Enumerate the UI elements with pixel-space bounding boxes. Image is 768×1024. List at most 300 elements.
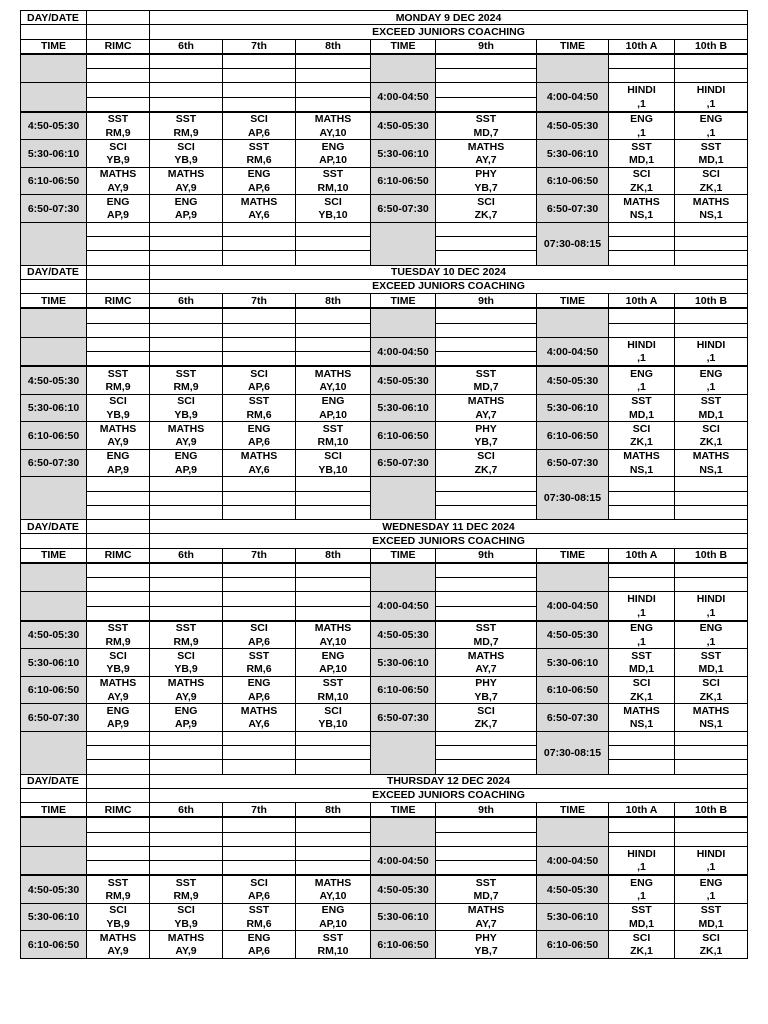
column-header-c10b: 10th B (675, 39, 748, 54)
column-header-c8: 8th (296, 803, 371, 818)
empty-cell (296, 251, 371, 265)
blank-slot-row (21, 563, 748, 578)
empty-cell (21, 788, 87, 802)
subject-cell: HINDI (609, 337, 675, 351)
empty-cell (150, 222, 223, 236)
room-cell: RM,9 (87, 635, 150, 649)
empty-cell (296, 746, 371, 760)
room-cell: RM,10 (296, 945, 371, 959)
subject-cell: SCI (675, 422, 748, 436)
column-header-rimc: RIMC (87, 803, 150, 818)
subject-cell: ENG (150, 449, 223, 463)
time-label: 4:00-04:50 (537, 592, 609, 621)
time-label: 5:30-06:10 (371, 649, 436, 677)
column-header-time2: TIME (371, 294, 436, 309)
subject-cell: MATHS (675, 704, 748, 718)
column-header-row (21, 294, 748, 309)
subject-cell: MATHS (436, 649, 537, 663)
empty-cell (296, 731, 371, 745)
subject-cell: SST (223, 140, 296, 154)
room-cell: AP,9 (87, 209, 150, 223)
empty-cell (436, 83, 537, 97)
column-header-c6: 6th (150, 294, 223, 309)
column-header-time: TIME (21, 803, 87, 818)
column-header-c8: 8th (296, 548, 371, 563)
time-cell (21, 337, 87, 366)
time-label: 4:50-05:30 (537, 621, 609, 649)
subject-cell: SCI (150, 649, 223, 663)
empty-cell (609, 832, 675, 846)
empty-cell (223, 606, 296, 621)
room-cell: MD,1 (675, 663, 748, 677)
coaching-row (21, 279, 748, 293)
room-cell: YB,9 (150, 917, 223, 931)
time-label: 4:50-05:30 (537, 112, 609, 140)
empty-cell (609, 69, 675, 83)
room-cell: AY,10 (296, 635, 371, 649)
empty-cell (675, 505, 748, 519)
column-header-row (21, 548, 748, 563)
time-cell (21, 846, 87, 875)
empty-cell (150, 97, 223, 112)
subject-cell: SST (223, 903, 296, 917)
room-cell: AP,6 (223, 126, 296, 140)
time-label: 5:30-06:10 (537, 394, 609, 422)
subject-cell: SST (87, 875, 150, 889)
time-label: 5:30-06:10 (537, 903, 609, 931)
room-cell: NS,1 (675, 463, 748, 477)
timetable (20, 10, 748, 959)
time-label: 6:50-07:30 (21, 449, 87, 477)
empty-cell (609, 477, 675, 491)
coaching-title: EXCEED JUNIORS COACHING (150, 279, 748, 293)
room-cell: YB,10 (296, 463, 371, 477)
column-header-c9: 9th (436, 39, 537, 54)
subject-cell: SST (150, 366, 223, 380)
subject-cell: SCI (675, 676, 748, 690)
time-cell (537, 308, 609, 337)
subject-cell: HINDI (609, 83, 675, 97)
room-cell: RM,10 (296, 690, 371, 704)
column-header-time3: TIME (537, 803, 609, 818)
subject-cell: MATHS (609, 704, 675, 718)
subject-cell: ENG (675, 112, 748, 126)
room-cell: AY,10 (296, 126, 371, 140)
column-header-row (21, 803, 748, 818)
empty-cell (87, 83, 150, 97)
slot-row (21, 649, 748, 663)
empty-cell (296, 337, 371, 351)
room-cell: NS,1 (609, 718, 675, 732)
empty-cell (296, 817, 371, 832)
room-cell: RM,6 (223, 663, 296, 677)
column-header-time: TIME (21, 548, 87, 563)
time-label: 6:50-07:30 (371, 449, 436, 477)
empty-cell (223, 237, 296, 251)
date-row (21, 265, 748, 279)
room-cell: ,1 (609, 126, 675, 140)
room-cell: ,1 (675, 861, 748, 876)
slot-row (21, 422, 748, 436)
room-cell: MD,1 (609, 408, 675, 422)
room-cell: YB,10 (296, 718, 371, 732)
subject-cell: ENG (87, 704, 150, 718)
subject-cell: MATHS (223, 449, 296, 463)
empty-cell (609, 251, 675, 265)
room-cell: AP,6 (223, 181, 296, 195)
subject-cell: SCI (87, 140, 150, 154)
subject-cell: SST (436, 875, 537, 889)
empty-cell (87, 477, 150, 491)
subject-cell: ENG (150, 195, 223, 209)
empty-cell (609, 760, 675, 774)
room-cell: MD,7 (436, 890, 537, 904)
empty-cell (150, 846, 223, 860)
room-cell: AY,9 (150, 690, 223, 704)
empty-cell (609, 491, 675, 505)
subject-cell: MATHS (87, 931, 150, 945)
room-cell: ,1 (609, 352, 675, 367)
subject-cell: ENG (675, 621, 748, 635)
room-cell: MD,7 (436, 126, 537, 140)
subject-cell: PHY (436, 422, 537, 436)
room-cell: ,1 (609, 635, 675, 649)
subject-cell: SCI (296, 704, 371, 718)
time-label: 5:30-06:10 (371, 140, 436, 168)
empty-cell (436, 337, 537, 351)
empty-cell (436, 832, 537, 846)
room-cell: RM,6 (223, 408, 296, 422)
time-label: 07:30-08:15 (537, 222, 609, 265)
time-cell (371, 222, 436, 265)
time-label: 5:30-06:10 (21, 394, 87, 422)
subject-cell: SST (223, 649, 296, 663)
subject-cell: SCI (436, 195, 537, 209)
empty-cell (296, 491, 371, 505)
empty-cell (436, 731, 537, 745)
empty-cell (150, 54, 223, 69)
empty-cell (675, 251, 748, 265)
slot-row (21, 83, 748, 97)
empty-cell (21, 25, 87, 39)
coaching-row (21, 788, 748, 802)
column-header-c10a: 10th A (609, 294, 675, 309)
day-date-label: DAY/DATE (21, 774, 87, 788)
slot-row (21, 931, 748, 945)
empty-cell (223, 54, 296, 69)
time-label: 4:00-04:50 (371, 83, 436, 112)
column-header-c8: 8th (296, 39, 371, 54)
subject-cell: ENG (223, 676, 296, 690)
empty-cell (296, 308, 371, 323)
subject-cell: SST (150, 112, 223, 126)
empty-cell (436, 477, 537, 491)
subject-cell: SST (675, 140, 748, 154)
column-header-c9: 9th (436, 803, 537, 818)
empty-cell (87, 592, 150, 606)
empty-cell (87, 817, 150, 832)
slot-row (21, 112, 748, 126)
subject-cell: MATHS (150, 422, 223, 436)
subject-cell: SCI (296, 195, 371, 209)
time-cell (21, 83, 87, 112)
empty-cell (150, 83, 223, 97)
empty-cell (150, 69, 223, 83)
empty-cell (87, 534, 150, 548)
time-cell (371, 731, 436, 774)
column-header-row (21, 39, 748, 54)
empty-cell (150, 832, 223, 846)
time-label: 4:50-05:30 (371, 366, 436, 394)
subject-cell: ENG (87, 449, 150, 463)
subject-cell: SST (675, 394, 748, 408)
empty-cell (675, 491, 748, 505)
time-label: 07:30-08:15 (537, 477, 609, 520)
time-label: 4:00-04:50 (537, 83, 609, 112)
subject-cell: SST (675, 903, 748, 917)
empty-cell (87, 69, 150, 83)
column-header-c7: 7th (223, 294, 296, 309)
subject-cell: SCI (87, 394, 150, 408)
subject-cell: SCI (223, 366, 296, 380)
empty-cell (87, 563, 150, 578)
empty-cell (609, 54, 675, 69)
subject-cell: ENG (296, 903, 371, 917)
subject-cell: SCI (609, 422, 675, 436)
room-cell: RM,6 (223, 154, 296, 168)
room-cell: AP,6 (223, 635, 296, 649)
empty-cell (675, 323, 748, 337)
subject-cell: SST (436, 621, 537, 635)
room-cell: RM,10 (296, 436, 371, 450)
empty-cell (150, 308, 223, 323)
empty-cell (150, 760, 223, 774)
subject-cell: MATHS (150, 676, 223, 690)
subject-cell: SCI (436, 449, 537, 463)
subject-cell: ENG (223, 422, 296, 436)
empty-cell (436, 323, 537, 337)
blank-slot-row (21, 308, 748, 323)
empty-cell (223, 505, 296, 519)
subject-cell: MATHS (436, 903, 537, 917)
empty-cell (223, 491, 296, 505)
subject-cell: SST (609, 394, 675, 408)
subject-cell: HINDI (609, 592, 675, 606)
empty-cell (150, 237, 223, 251)
subject-cell: SCI (223, 621, 296, 635)
column-header-c9: 9th (436, 294, 537, 309)
empty-cell (150, 491, 223, 505)
empty-cell (87, 54, 150, 69)
room-cell: AP,10 (296, 663, 371, 677)
time-cell (537, 563, 609, 592)
room-cell: ZK,1 (609, 690, 675, 704)
empty-cell (609, 505, 675, 519)
time-label: 4:00-04:50 (371, 337, 436, 366)
time-label: 4:00-04:50 (371, 592, 436, 621)
evening-row (21, 731, 748, 745)
empty-cell (296, 54, 371, 69)
room-cell: ,1 (609, 381, 675, 395)
room-cell: ZK,7 (436, 718, 537, 732)
empty-cell (436, 861, 537, 876)
time-label: 4:50-05:30 (21, 366, 87, 394)
slot-row (21, 337, 748, 351)
empty-cell (150, 337, 223, 351)
slot-row (21, 140, 748, 154)
time-cell (21, 222, 87, 265)
column-header-time3: TIME (537, 294, 609, 309)
room-cell: AY,6 (223, 463, 296, 477)
room-cell: AY,7 (436, 408, 537, 422)
subject-cell: SCI (609, 167, 675, 181)
room-cell: AY,9 (150, 945, 223, 959)
room-cell: AP,9 (150, 209, 223, 223)
room-cell: AP,10 (296, 154, 371, 168)
empty-cell (436, 746, 537, 760)
time-label: 6:50-07:30 (21, 195, 87, 223)
empty-cell (150, 746, 223, 760)
empty-cell (87, 11, 150, 25)
empty-cell (436, 578, 537, 592)
empty-cell (436, 97, 537, 112)
time-label: 4:50-05:30 (537, 366, 609, 394)
empty-cell (296, 222, 371, 236)
empty-cell (87, 237, 150, 251)
empty-cell (609, 746, 675, 760)
empty-cell (675, 69, 748, 83)
subject-cell: MATHS (609, 195, 675, 209)
room-cell: AP,6 (223, 890, 296, 904)
subject-cell: ENG (609, 112, 675, 126)
empty-cell (223, 592, 296, 606)
coaching-row (21, 534, 748, 548)
subject-cell: MATHS (436, 394, 537, 408)
slot-row (21, 875, 748, 889)
timetable-sheet (20, 10, 747, 959)
empty-cell (223, 563, 296, 578)
empty-cell (87, 337, 150, 351)
room-cell: YB,7 (436, 690, 537, 704)
empty-cell (87, 505, 150, 519)
subject-cell: SCI (675, 167, 748, 181)
empty-cell (436, 352, 537, 367)
column-header-c7: 7th (223, 548, 296, 563)
empty-cell (296, 846, 371, 860)
room-cell: MD,7 (436, 381, 537, 395)
empty-cell (675, 760, 748, 774)
time-label: 4:50-05:30 (371, 112, 436, 140)
time-cell (371, 817, 436, 846)
subject-cell: MATHS (223, 195, 296, 209)
subject-cell: SCI (675, 931, 748, 945)
room-cell: ZK,1 (675, 945, 748, 959)
blank-slot-row (21, 54, 748, 69)
time-label: 4:50-05:30 (371, 621, 436, 649)
time-label: 5:30-06:10 (21, 140, 87, 168)
subject-cell: SST (296, 167, 371, 181)
date-title: WEDNESDAY 11 DEC 2024 (150, 520, 748, 534)
room-cell: AY,7 (436, 663, 537, 677)
time-label: 6:10-06:50 (371, 167, 436, 195)
time-label: 6:10-06:50 (537, 422, 609, 450)
empty-cell (87, 97, 150, 112)
slot-row (21, 366, 748, 380)
subject-cell: MATHS (150, 167, 223, 181)
coaching-title: EXCEED JUNIORS COACHING (150, 25, 748, 39)
slot-row (21, 621, 748, 635)
subject-cell: MATHS (87, 167, 150, 181)
time-label: 6:10-06:50 (537, 931, 609, 959)
column-header-time2: TIME (371, 39, 436, 54)
subject-cell: MATHS (223, 704, 296, 718)
room-cell: YB,7 (436, 945, 537, 959)
time-label: 6:10-06:50 (371, 422, 436, 450)
time-label: 6:10-06:50 (21, 422, 87, 450)
subject-cell: SCI (223, 875, 296, 889)
subject-cell: SST (609, 903, 675, 917)
room-cell: ,1 (675, 97, 748, 112)
room-cell: AY,9 (87, 945, 150, 959)
time-cell (21, 563, 87, 592)
column-header-c7: 7th (223, 39, 296, 54)
column-header-time: TIME (21, 39, 87, 54)
empty-cell (223, 352, 296, 367)
empty-cell (223, 477, 296, 491)
room-cell: AY,6 (223, 718, 296, 732)
slot-row (21, 195, 748, 209)
subject-cell: ENG (223, 167, 296, 181)
subject-cell: HINDI (675, 337, 748, 351)
room-cell: RM,9 (87, 126, 150, 140)
slot-row (21, 704, 748, 718)
empty-cell (675, 578, 748, 592)
subject-cell: SCI (87, 903, 150, 917)
empty-cell (296, 861, 371, 876)
column-header-c8: 8th (296, 294, 371, 309)
room-cell: AY,9 (87, 436, 150, 450)
subject-cell: SST (436, 366, 537, 380)
column-header-c6: 6th (150, 803, 223, 818)
time-cell (21, 477, 87, 520)
evening-row (21, 477, 748, 491)
time-label: 6:10-06:50 (21, 931, 87, 959)
time-label: 5:30-06:10 (371, 394, 436, 422)
time-cell (21, 308, 87, 337)
empty-cell (609, 323, 675, 337)
room-cell: NS,1 (609, 463, 675, 477)
empty-cell (87, 222, 150, 236)
room-cell: YB,7 (436, 181, 537, 195)
column-header-c10a: 10th A (609, 803, 675, 818)
room-cell: RM,6 (223, 917, 296, 931)
time-label: 6:10-06:50 (21, 676, 87, 704)
empty-cell (87, 265, 150, 279)
empty-cell (436, 760, 537, 774)
room-cell: ZK,7 (436, 209, 537, 223)
time-label: 4:00-04:50 (537, 846, 609, 875)
empty-cell (150, 563, 223, 578)
empty-cell (296, 592, 371, 606)
subject-cell: SST (87, 112, 150, 126)
room-cell: NS,1 (609, 209, 675, 223)
subject-cell: SST (609, 140, 675, 154)
time-label: 4:50-05:30 (21, 112, 87, 140)
room-cell: ,1 (675, 381, 748, 395)
room-cell: YB,7 (436, 436, 537, 450)
time-cell (537, 54, 609, 83)
empty-cell (87, 760, 150, 774)
